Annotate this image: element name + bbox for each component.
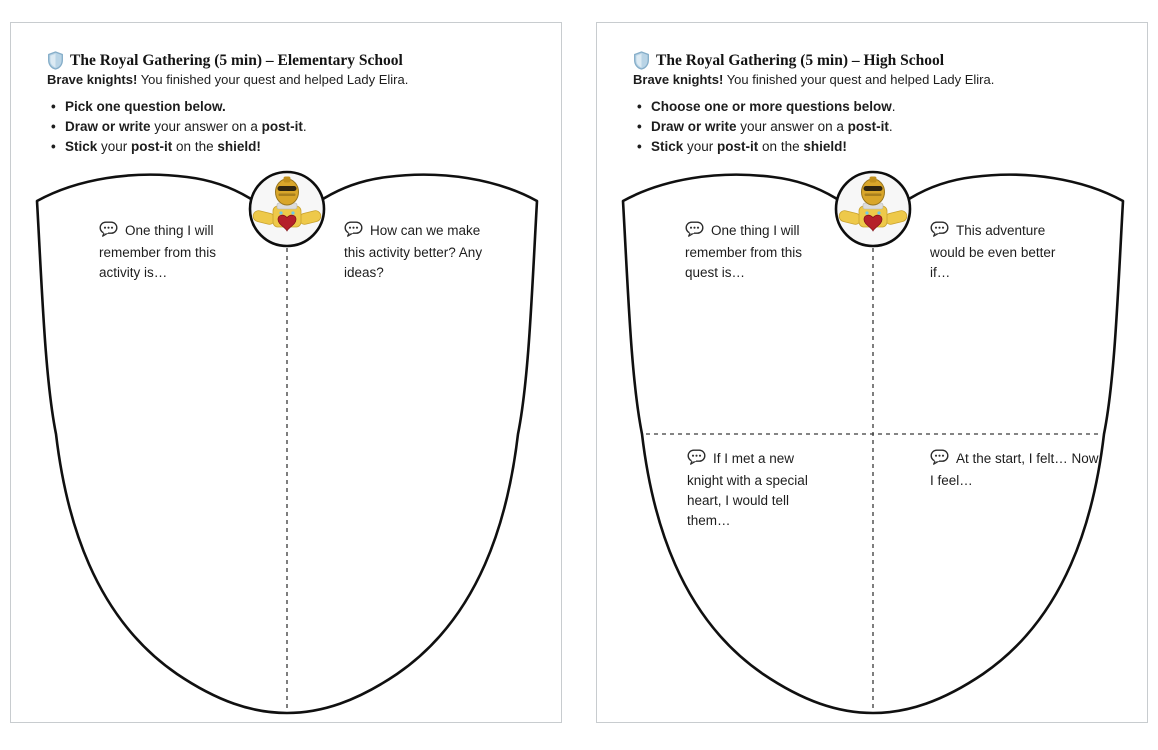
bullet-marker: • (51, 119, 56, 134)
question-prompt: If I met a new knight with a special heart, I would tell them… (687, 451, 808, 528)
page-elementary-school (10, 22, 562, 723)
page-title: The Royal Gathering (5 min) – High School (656, 51, 945, 69)
speech-bubble-icon (685, 221, 704, 243)
speech-bubble-icon (99, 221, 118, 243)
instruction-item: • Stick your post-it on the shield! (637, 137, 896, 157)
knight-emblem (836, 172, 910, 246)
bullet-marker: • (51, 99, 56, 114)
instruction-list (637, 97, 896, 157)
instruction-item: • Draw or write your answer on a post-it. (637, 117, 896, 137)
shield-icon (633, 51, 650, 70)
question-prompt: At the start, I felt… Now I feel… (930, 451, 1099, 488)
question-prompt: This adventure would be even better if… (930, 223, 1056, 280)
speech-bubble-icon (344, 221, 363, 243)
speech-bubble-icon (687, 449, 706, 471)
instruction-list (51, 97, 307, 157)
page-subtitle: Brave knights! You finished your quest and helped Lady Elira. (633, 72, 995, 87)
instruction-item: • Pick one question below. (51, 97, 307, 117)
question-prompt: One thing I will remember from this quest is… (685, 223, 803, 280)
page-high-school (596, 22, 1148, 723)
page-title-row (633, 51, 944, 70)
instruction-item: • Stick your post-it on the shield! (51, 137, 307, 157)
bullet-marker: • (637, 139, 642, 154)
page-subtitle: Brave knights! You finished your quest and helped Lady Elira. (47, 72, 409, 87)
bullet-marker: • (637, 119, 642, 134)
speech-bubble-icon (930, 449, 949, 471)
page-title-row (47, 51, 403, 70)
question-prompt: One thing I will remember from this activity is… (99, 223, 217, 280)
instruction-item: • Choose one or more questions below. (637, 97, 896, 117)
bullet-marker: • (51, 139, 56, 154)
knight-emblem (250, 172, 324, 246)
question-prompt: How can we make this activity better? Any ideas? (344, 223, 483, 280)
bullet-marker: • (637, 99, 642, 114)
speech-bubble-icon (930, 221, 949, 243)
instruction-item: • Draw or write your answer on a post-it. (51, 117, 307, 137)
page-title: The Royal Gathering (5 min) – Elementary School (70, 51, 403, 69)
shield-icon (47, 51, 64, 70)
